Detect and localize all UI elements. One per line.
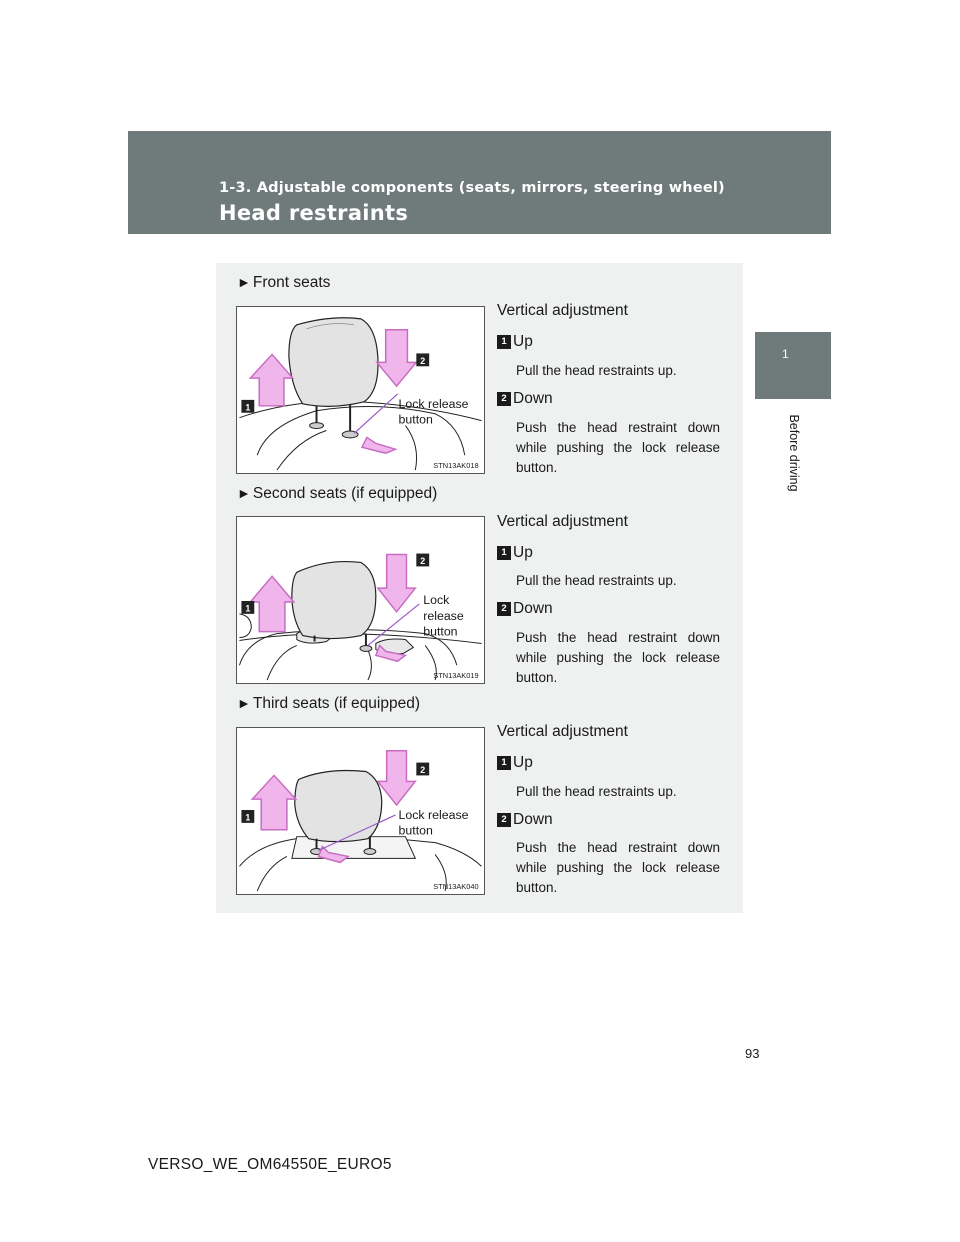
figure-marker-1: 1 — [245, 402, 251, 413]
lock-release-label-line2: release — [423, 608, 464, 623]
section-title: 1-3. Adjustable components (seats, mirrors, steering wheel) — [219, 180, 725, 196]
step-number-badge: 2 — [497, 392, 511, 406]
step-down-description: Push the head restraint down while pushing the lock release button. — [516, 420, 720, 475]
lock-release-label-line3: button — [423, 624, 458, 639]
step-down-description: Push the head restraint down while pushing the lock release button. — [516, 840, 720, 895]
step-number-badge: 1 — [497, 756, 511, 770]
figure-marker-2: 2 — [420, 555, 426, 566]
document-code: VERSO_WE_OM64550E_EURO5 — [148, 1156, 392, 1173]
lock-release-label-line1: Lock — [423, 592, 450, 607]
vertical-adjustment-title: Vertical adjustment — [497, 302, 628, 319]
lock-release-label-line1: Lock release — [398, 807, 469, 822]
third-seat-headrest-illustration — [237, 728, 484, 894]
lock-release-label-line2: button — [398, 823, 433, 838]
step-down: 2 Down — [497, 390, 553, 408]
figure-second-seats — [236, 516, 485, 684]
triangle-bullet-icon: ► — [237, 274, 251, 290]
chapter-label: Before driving — [787, 414, 801, 492]
second-seat-headrest-illustration — [237, 517, 484, 683]
step-up: 1 Up — [497, 544, 533, 562]
triangle-bullet-icon: ► — [237, 695, 251, 711]
step-up: 1 Up — [497, 754, 533, 772]
figure-marker-2: 2 — [420, 355, 426, 366]
triangle-bullet-icon: ► — [237, 485, 251, 501]
section-heading-front-seats: ► Front seats — [237, 274, 331, 291]
lock-release-label-line1: Lock release — [398, 396, 469, 411]
step-number-badge: 2 — [497, 602, 511, 616]
vertical-adjustment-title: Vertical adjustment — [497, 513, 628, 530]
vertical-adjustment-title: Vertical adjustment — [497, 723, 628, 740]
figure-marker-1: 1 — [245, 603, 251, 614]
page-title: Head restraints — [219, 201, 409, 225]
figure-code: STN13AK040 — [433, 882, 479, 892]
figure-front-seats — [236, 306, 485, 474]
chapter-tab-number: 1 — [782, 347, 789, 361]
figure-marker-2: 2 — [420, 764, 426, 775]
step-down: 2 Down — [497, 600, 553, 618]
section-heading-third-seats: ► Third seats (if equipped) — [237, 695, 420, 712]
chapter-tab[interactable] — [755, 332, 831, 399]
figure-marker-1: 1 — [245, 812, 251, 823]
figure-code: STN13AK018 — [433, 461, 479, 471]
step-up-description: Pull the head restraints up. — [516, 784, 677, 799]
page-number: 93 — [745, 1046, 760, 1061]
step-up-description: Pull the head restraints up. — [516, 573, 677, 588]
figure-code: STN13AK019 — [433, 671, 479, 681]
step-up-description: Pull the head restraints up. — [516, 363, 677, 378]
step-up: 1 Up — [497, 333, 533, 351]
lock-release-label-line2: button — [398, 412, 433, 427]
step-down-description: Push the head restraint down while pushing the lock release button. — [516, 630, 720, 685]
step-number-badge: 2 — [497, 813, 511, 827]
step-number-badge: 1 — [497, 335, 511, 349]
figure-third-seats — [236, 727, 485, 895]
step-number-badge: 1 — [497, 546, 511, 560]
front-seat-headrest-illustration — [237, 307, 484, 473]
section-heading-second-seats: ► Second seats (if equipped) — [237, 485, 438, 502]
step-down: 2 Down — [497, 811, 553, 829]
